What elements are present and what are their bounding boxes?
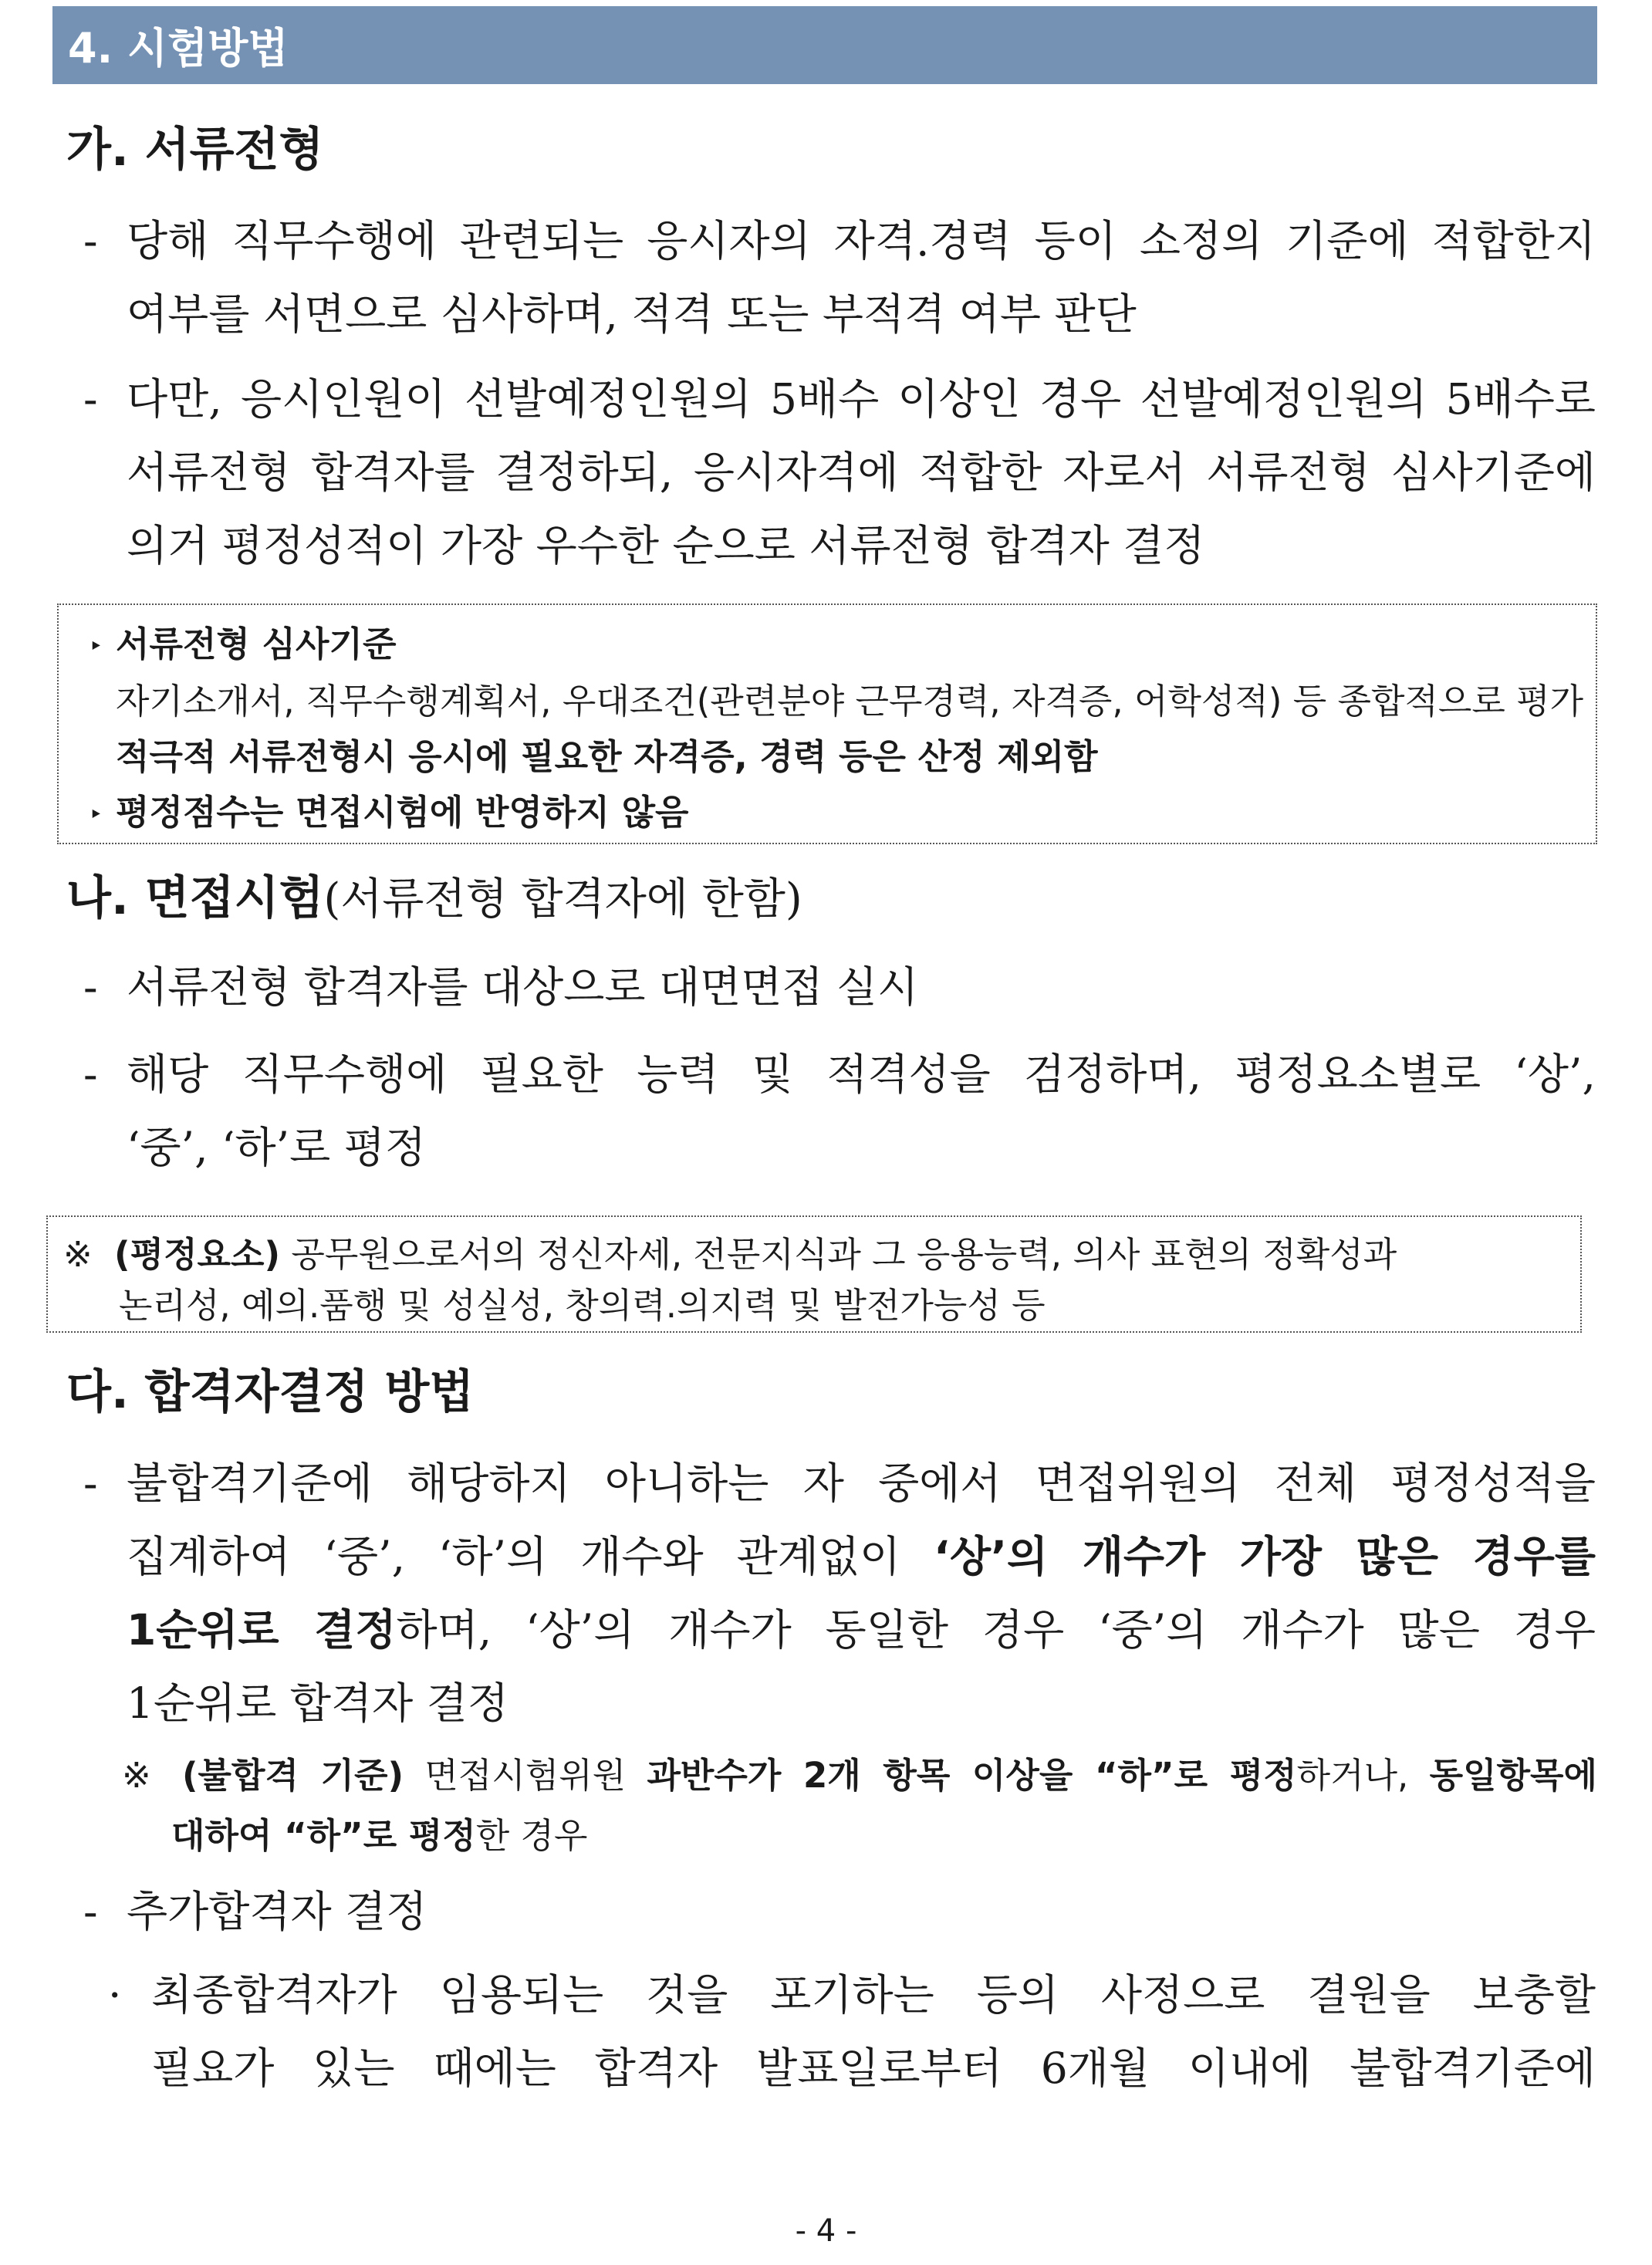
evaluation-factors-box [46,1215,1582,1333]
section-title: 4. 시험방법 [68,24,289,73]
list-item: · 최종합격자가 임용되는 것을 포기하는 등의 사정으로 결원을 보충할 필요가 있는 때에는 합격자 발표일로부터 6개월 이내에 불합격기준에 [108,1970,1596,2093]
list-item: - 불합격기준에 해당하지 아니하는 자 중에서 면접위원의 전체 평정성적을 집계하여 ‘중’, ‘하’의 개수와 관계없이 ‘상’의 개수가 가장 많은 경우를 1순위로 결정하며, ‘상’의 개수가 동일한 경우 ‘중’의 개수가 많은 경우 1순위로 합격자 결정 [83,1459,1596,1728]
list-item: - 서류전형 합격자를 대상으로 대면면접 실시 [83,962,919,1012]
heading-document-screening: 가. 서류전형 [66,123,324,177]
list-item: - 다만, 응시인원이 선발예정인원의 5배수 이상인 경우 선발예정인원의 5배수로 서류전형 합격자를 결정하되, 응시자격에 적합한 자로서 서류전형 심사기준에 의거 평정성적이 가장 우수한 순으로 서류전형 합격자 결정 [83,374,1596,570]
evaluation-factors-line2: 논리성, 예의.품행 및 성실성, 창의력.의지력 및 발전가능성 등 [119,1285,1046,1326]
triangle-bullet-icon: ‣ [90,803,103,827]
score-not-reflected-row: ‣ 평정점수는 면접시험에 반영하지 않음 [90,792,689,833]
evaluation-factors-line1: ※ (평정요소) 공무원으로서의 정신자세, 전문지식과 그 응용능력, 의사 표현의 정확성과 [63,1234,1397,1275]
criteria-description: 자기소개서, 직무수행계획서, 우대조건(관련분야 근무경력, 자격증, 어학성적) 등 종합적으로 평가 [116,681,1584,722]
list-item: - 해당 직무수행에 필요한 능력 및 적격성을 검정하며, 평정요소별로 ‘상’, ‘중’, ‘하’로 평정 [83,1050,1596,1172]
reference-mark-icon: ※ [122,1755,161,1796]
heading-pass-decision: 다. 합격자결정 방법 [66,1365,475,1419]
list-item: - 추가합격자 결정 [83,1887,427,1936]
triangle-bullet-icon: ‣ [90,635,103,658]
screening-criteria-box [57,603,1597,844]
heading-interview: 나. 면접시험(서류전형 합격자에 한함) [66,871,802,925]
reference-mark-icon: ※ [63,1234,93,1275]
list-item: - 당해 직무수행에 관련되는 응시자의 자격.경력 등이 소정의 기준에 적합한지 여부를 서면으로 심사하며, 적격 또는 부적격 여부 판단 [83,216,1596,339]
criteria-title-row: ‣ 서류전형 심사기준 [90,624,397,664]
section-title-bar [52,6,1597,84]
page-number: - 4 - [795,2213,857,2249]
fail-criteria-note: ※ (불합격 기준) 면접시험위원 과반수가 2개 항목 이상을 “하”로 평정하거나, 동일항목에 대하여 “하”로 평정한 경우 [122,1755,1597,1856]
criteria-exclusion: 적극적 서류전형시 응시에 필요한 자격증, 경력 등은 산정 제외함 [116,736,1098,777]
